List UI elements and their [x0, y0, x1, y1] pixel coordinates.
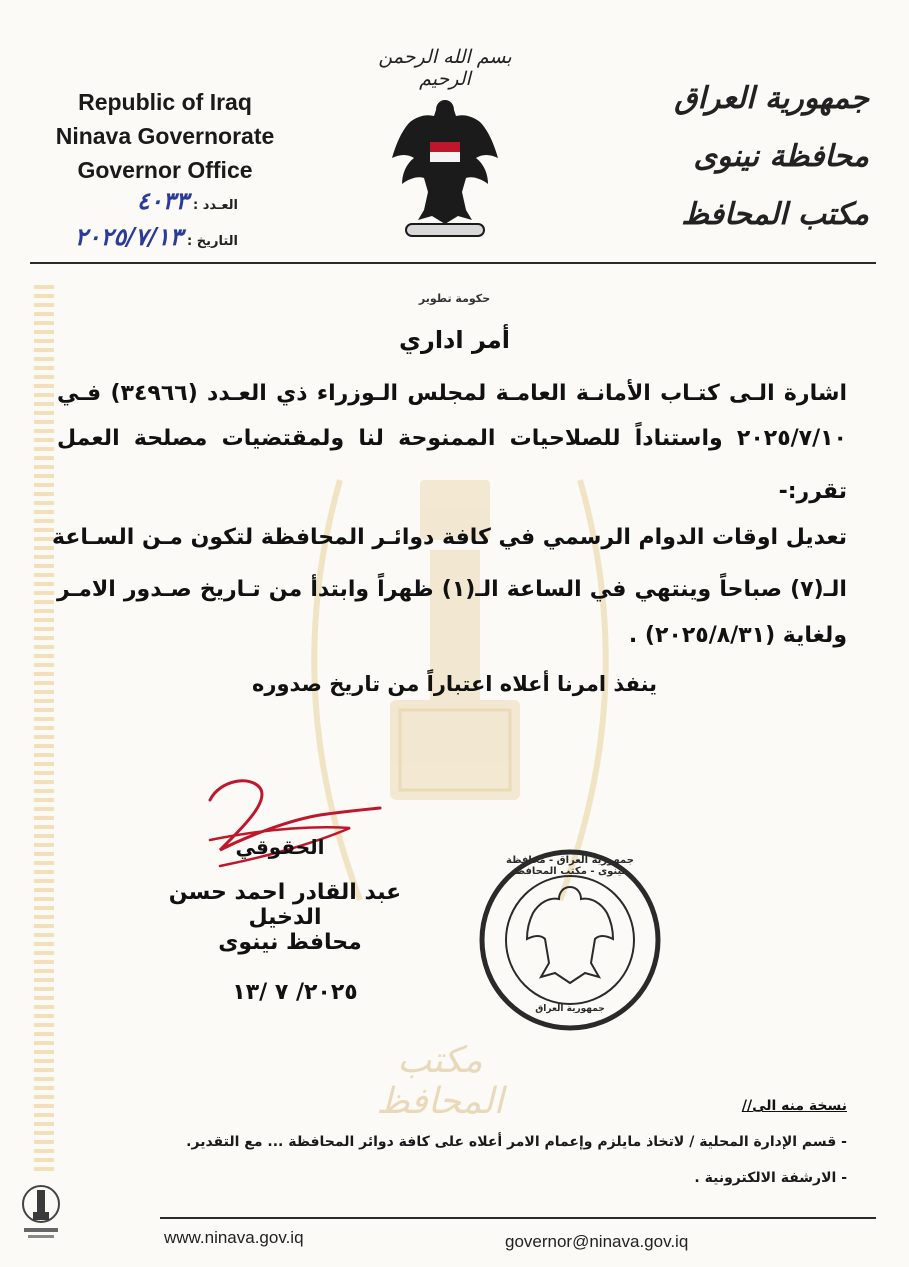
english-header-line: Governor Office — [77, 157, 253, 183]
english-header-line: Republic of Iraq — [78, 89, 252, 115]
arabic-header-line: مكتب المحافظ — [681, 197, 869, 232]
signatory-title: الحقوقي — [235, 835, 325, 859]
arabic-header-line: جمهورية العراق — [674, 81, 869, 116]
reference-date-row — [12, 222, 238, 251]
number-label: العـدد : — [192, 198, 238, 213]
footer-email: governor@ninava.gov.iq — [505, 1232, 689, 1251]
number-value: ٤٠٣٣ — [136, 186, 189, 215]
body-line: ولغاية (٢٠٢٥/٨/٣١) . — [628, 623, 847, 648]
handwritten-signature — [190, 770, 390, 884]
footer-website: www.ninava.gov.iq — [164, 1228, 304, 1247]
decorative-border-strip — [34, 285, 54, 1175]
small-heading: حكومة تطوير — [418, 292, 491, 305]
body-line: اشارة الـى كتـاب الأمانـة العامـة لمجلس الـوزراء ذي العـدد (٣٤٩٦٦) فـي — [57, 381, 847, 406]
date-value: ٢٠٢٥/٧/١٣ — [74, 222, 183, 251]
body-line: ٢٠٢٥/٧/١٠ واستناداً للصلاحيات الممنوحة لنا ولمقتضيات مصلحة العمل — [57, 426, 847, 451]
english-header — [30, 85, 300, 187]
header-divider — [30, 262, 876, 264]
date-label: التاريخ : — [187, 234, 238, 249]
basmala: بسم الله الرحمن الرحيم — [378, 46, 512, 90]
copies-heading: نسخة منه الى// — [741, 1098, 847, 1114]
copy-item: - الارشفة الالكترونية . — [694, 1170, 847, 1186]
english-header-line: Ninava Governorate — [55, 123, 275, 149]
stamp-ring-text: جمهورية العراق - محافظة نينوى - مكتب المحافظ — [506, 855, 634, 877]
ninava-footer-logo — [18, 1182, 64, 1246]
signature-date: ٢٠٢٥/ ٧ /١٣ — [232, 980, 358, 1005]
reference-number-row — [68, 186, 238, 215]
body-line: الـ(٧) صباحاً وينتهي في الساعة الـ(١) ظهراً وابتدأ من تـاريخ صـدور الامـر — [57, 577, 847, 602]
body-line: تعديل اوقات الدوام الرسمي في كافة دوائـر المحافظة لتكون مـن السـاعة — [51, 525, 847, 550]
arabic-header-line: محافظة نينوى — [693, 139, 869, 174]
iraq-eagle-emblem — [388, 92, 503, 246]
closing-line: ينفذ امرنا أعلاه اعتباراً من تاريخ صدوره — [251, 672, 658, 696]
order-title: أمر اداري — [399, 326, 510, 354]
arabic-header — [619, 70, 869, 244]
watermark-text: مكتب المحافظ — [376, 1040, 504, 1122]
footer-divider — [160, 1217, 876, 1219]
signatory-position: محافظ نينوى — [218, 930, 362, 955]
body-line: تقرر:- — [778, 479, 847, 504]
copy-item: - قسم الإدارة المحلية / لاتخاذ مايلزم وإعمام الامر أعلاه على كافة دوائر المحافظة ... مع التقدير. — [186, 1134, 847, 1150]
stamp-inner-text: جمهورية العراق — [535, 1004, 605, 1014]
signatory-name: عبد القادر احمد حسن الدخيل — [168, 880, 402, 930]
